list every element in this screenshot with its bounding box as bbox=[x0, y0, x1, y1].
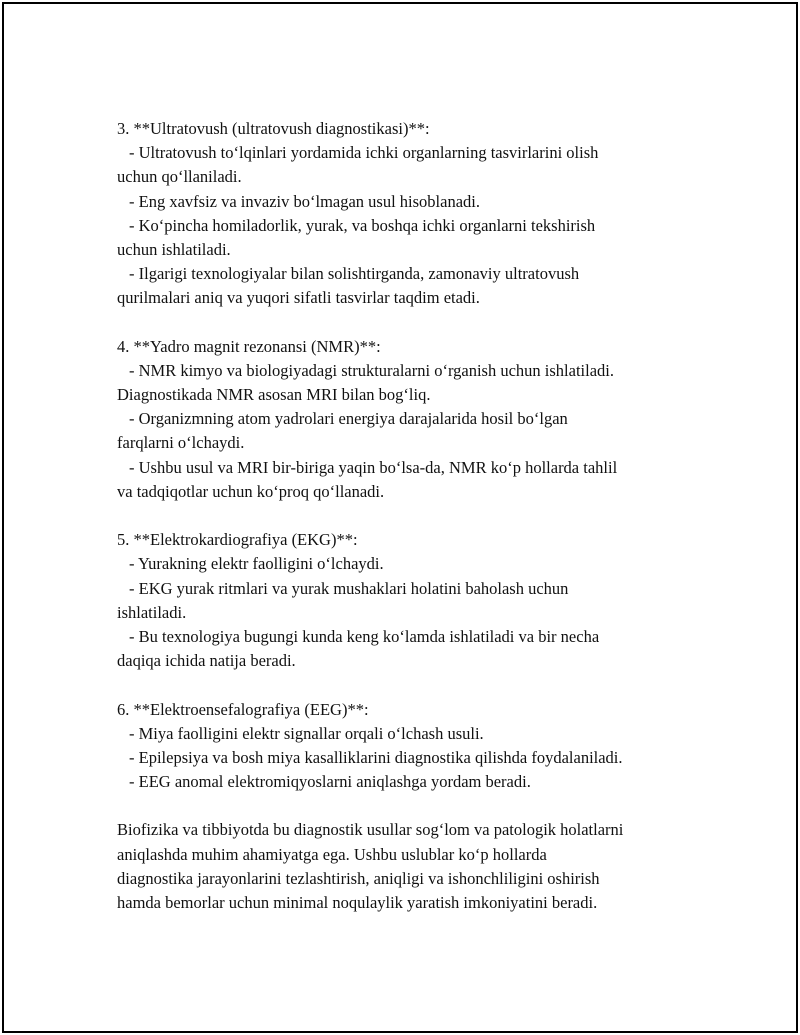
bullet-line: - Eng xavfsiz va invaziv bo‘lmagan usul hisoblanadi. bbox=[129, 191, 480, 211]
section-ultratovush bbox=[117, 117, 697, 311]
bullet-line: - NMR kimyo va biologiyadagi strukturalarni o‘rganish uchun ishlatiladi. bbox=[129, 360, 614, 380]
paragraph-gap bbox=[117, 504, 697, 528]
continuation-line: ishlatiladi. bbox=[117, 602, 187, 622]
continuation-line: farqlarni o‘lchaydi. bbox=[117, 433, 245, 453]
continuation-line: va tadqiqotlar uchun ko‘proq qo‘llanadi. bbox=[117, 481, 385, 501]
bullet-line: - Organizmning atom yadrolari energiya darajalarida hosil bo‘lgan bbox=[129, 409, 568, 429]
section-eeg bbox=[117, 698, 697, 795]
bullet-line: - EEG anomal elektromiqyoslarni aniqlashga yordam beradi. bbox=[129, 772, 531, 792]
bullet-line: - EKG yurak ritmlari va yurak mushaklari holatini baholash uchun bbox=[129, 578, 569, 598]
bullet-line: - Bu texnologiya bugungi kunda keng ko‘lamda ishlatiladi va bir necha bbox=[129, 626, 600, 646]
conclusion-line: aniqlashda muhim ahamiyatga ega. Ushbu uslublar ko‘p hollarda bbox=[117, 844, 547, 864]
conclusion-line: diagnostika jarayonlarini tezlashtirish, aniqligi va ishonchliligini oshirish bbox=[117, 868, 600, 888]
continuation-line: uchun ishlatiladi. bbox=[117, 239, 231, 259]
paragraph-gap bbox=[117, 794, 697, 818]
bullet-line: - Ushbu usul va MRI bir-biriga yaqin bo‘lsa-da, NMR ko‘p hollarda tahlil bbox=[129, 457, 618, 477]
continuation-line: qurilmalari aniq va yuqori sifatli tasvirlar taqdim etadi. bbox=[117, 288, 480, 308]
section-heading: 6. **Elektroensefalografiya (EEG)**: bbox=[117, 699, 369, 719]
document-body bbox=[117, 117, 697, 915]
section-ekg bbox=[117, 528, 697, 673]
continuation-line: uchun qo‘llaniladi. bbox=[117, 167, 242, 187]
bullet-line: - Yurakning elektr faolligini o‘lchaydi. bbox=[129, 554, 384, 574]
continuation-line: daqiqa ichida natija beradi. bbox=[117, 651, 296, 671]
continuation-line: Diagnostikada NMR asosan MRI bilan bog‘liq. bbox=[117, 385, 431, 405]
section-heading: 3. **Ultratovush (ultratovush diagnostikasi)**: bbox=[117, 119, 430, 138]
bullet-line: - Miya faolligini elektr signallar orqali o‘lchash usuli. bbox=[129, 723, 484, 743]
section-nmr bbox=[117, 335, 697, 504]
bullet-line: - Epilepsiya va bosh miya kasalliklarini diagnostika qilishda foydalaniladi. bbox=[129, 747, 623, 767]
conclusion-line: Biofizika va tibbiyotda bu diagnostik usullar sog‘lom va patologik holatlarni bbox=[117, 820, 624, 840]
bullet-line: - Ultratovush to‘lqinlari yordamida ichki organlarning tasvirlarini olish bbox=[129, 143, 599, 163]
paragraph-gap bbox=[117, 673, 697, 697]
section-heading: 4. **Yadro magnit rezonansi (NMR)**: bbox=[117, 336, 381, 356]
conclusion-line: hamda bemorlar uchun minimal noqulaylik yaratish imkoniyatini beradi. bbox=[117, 893, 598, 912]
section-heading: 5. **Elektrokardiografiya (EKG)**: bbox=[117, 530, 358, 550]
conclusion-paragraph bbox=[117, 818, 697, 915]
paragraph-gap bbox=[117, 311, 697, 335]
bullet-line: - Ko‘pincha homiladorlik, yurak, va boshqa ichki organlarni tekshirish bbox=[129, 215, 596, 235]
bullet-line: - Ilgarigi texnologiyalar bilan solishtirganda, zamonaviy ultratovush bbox=[129, 264, 580, 284]
